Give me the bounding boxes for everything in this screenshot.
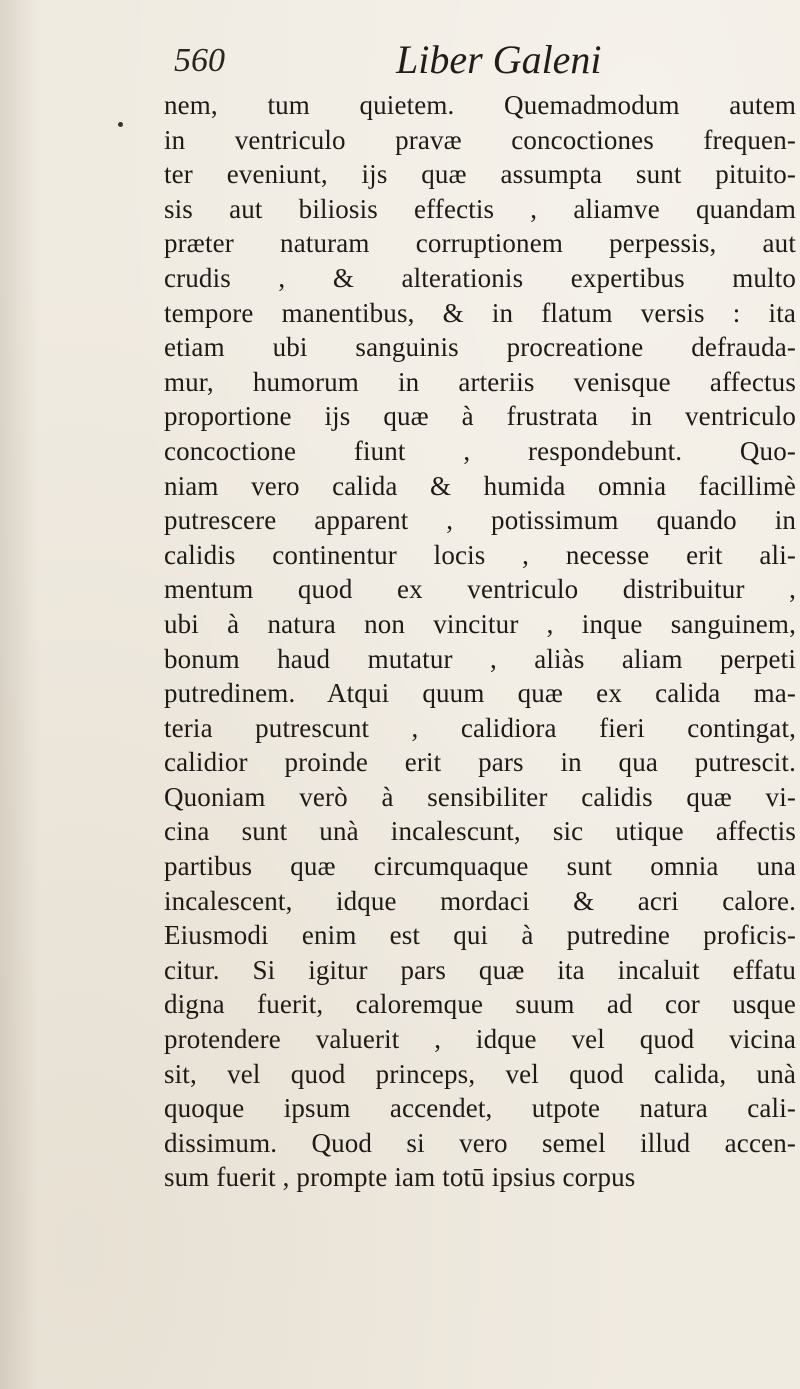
text-line: niam vero calida & humida omnia facillimè bbox=[164, 470, 796, 501]
text-line: bonum haud mutatur , aliàs aliam perpeti bbox=[164, 643, 796, 674]
text-line: Eiusmodi enim est qui à putredine proficis- bbox=[164, 920, 796, 951]
text-line: citur. Si igitur pars quæ ita incaluit effatu bbox=[164, 954, 796, 985]
text-line: mur, humorum in arteriis venisque affectus bbox=[164, 366, 796, 397]
running-title: Liber Galeni bbox=[396, 37, 602, 82]
gutter-shadow bbox=[0, 0, 40, 1389]
body-text bbox=[164, 88, 796, 1195]
text-line: dissimum. Quod si vero semel illud accen- bbox=[164, 1127, 796, 1158]
text-line: sum fuerit , prompte iam totū ipsius corpus bbox=[164, 1162, 636, 1193]
text-line: putredinem. Atqui quum quæ ex calida ma- bbox=[164, 678, 796, 709]
text-line: sis aut biliosis effectis , aliamve quandam bbox=[164, 193, 796, 224]
text-line: ter eveniunt, ijs quæ assumpta sunt pituito- bbox=[164, 159, 796, 190]
text-line: Quoniam verò à sensibiliter calidis quæ vi- bbox=[164, 781, 796, 812]
text-line: mentum quod ex ventriculo distribuitur , bbox=[164, 574, 796, 605]
text-line: quoque ipsum accendet, utpote natura cali- bbox=[164, 1093, 796, 1124]
page-header bbox=[174, 28, 624, 88]
text-line: partibus quæ circumquaque sunt omnia una bbox=[164, 851, 796, 882]
text-line: concoctione fiunt , respondebunt. Quo- bbox=[164, 435, 796, 466]
text-line: proportione ijs quæ à frustrata in ventriculo bbox=[164, 401, 796, 432]
text-line: ubi à natura non vincitur , inque sanguinem, bbox=[164, 608, 796, 639]
text-line: sit, vel quod princeps, vel quod calida, unà bbox=[164, 1058, 796, 1089]
page-number: 560 bbox=[174, 42, 225, 79]
text-line: etiam ubi sanguinis procreatione defrauda- bbox=[164, 332, 796, 363]
text-line: incalescent, idque mordaci & acri calore. bbox=[164, 885, 796, 916]
text-line: digna fuerit, caloremque suum ad cor usque bbox=[164, 989, 796, 1020]
text-line: in ventriculo pravæ concoctiones frequen- bbox=[164, 124, 796, 155]
text-line: præter naturam corruptionem perpessis, aut bbox=[164, 228, 796, 259]
text-line: protendere valuerit , idque vel quod vicina bbox=[164, 1024, 796, 1055]
margin-dot bbox=[118, 122, 123, 127]
text-line: crudis , & alterationis expertibus multo bbox=[164, 262, 796, 293]
text-line: nem, tum quietem. Quemadmodum autem bbox=[164, 90, 796, 120]
text-line: tempore manentibus, & in flatum versis : ita bbox=[164, 297, 796, 328]
text-line: cina sunt unà incalescunt, sic utique affectis bbox=[164, 816, 796, 847]
text-line: calidior proinde erit pars in qua putrescit. bbox=[164, 747, 796, 778]
text-line: teria putrescunt , calidiora fieri contingat, bbox=[164, 712, 796, 743]
text-line: putrescere apparent , potissimum quando in bbox=[164, 505, 796, 536]
text-line: calidis continentur locis , necesse erit ali- bbox=[164, 539, 796, 570]
